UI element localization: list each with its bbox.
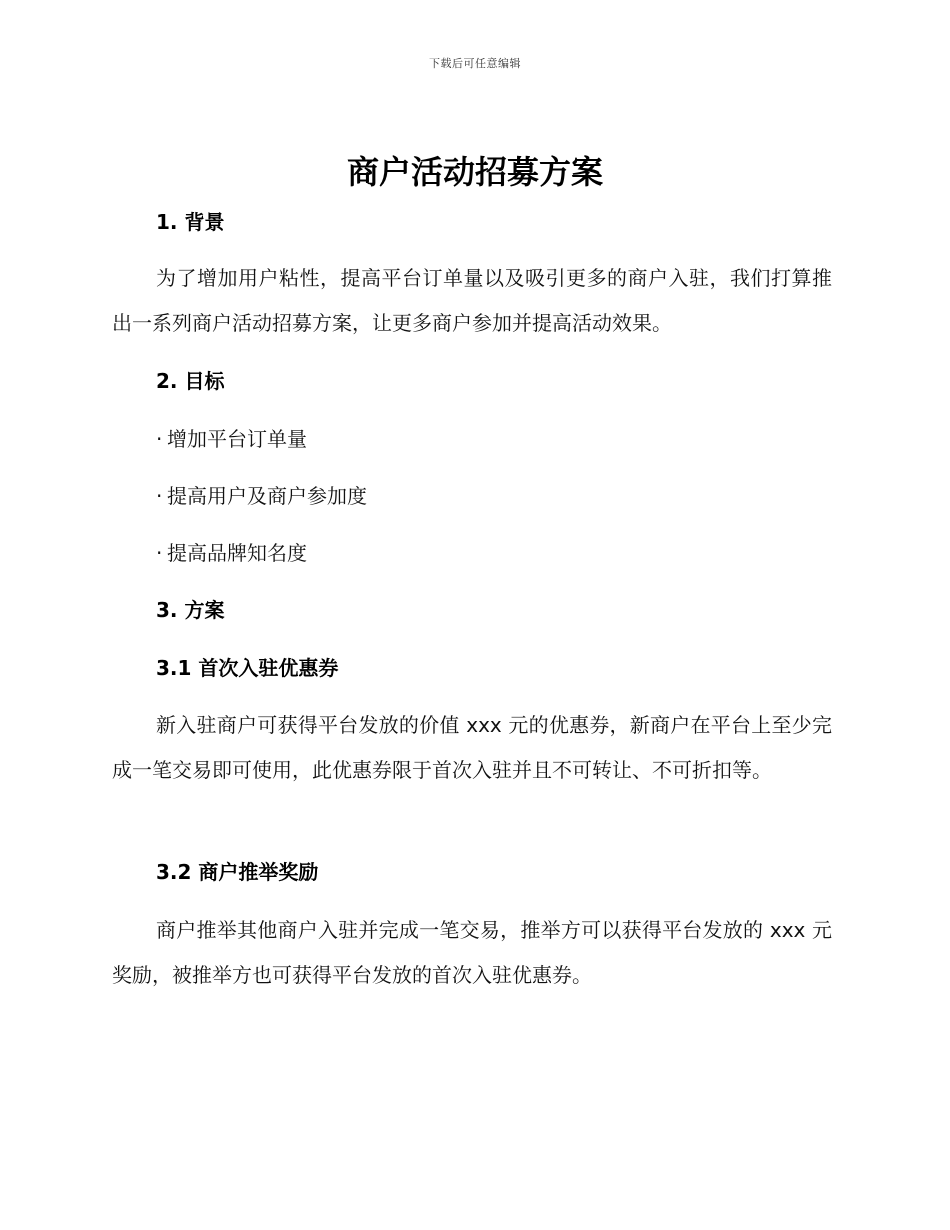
document-title: 商户活动招募方案 [346,153,603,191]
header-note: 下载后可任意编辑 [429,57,521,70]
subsection-paragraph-first-entry-coupon: 新入驻商户可获得平台发放的价值 xxx 元的优惠券，新商户在平台上至少完成一笔交易即可使用，此优惠券限于首次入驻并且不可转让、不可折扣等。 [112,713,832,782]
goal-item-label: 提高品牌知名度 [167,541,307,565]
goal-item-label: 提高用户及商户参加度 [167,484,367,508]
goal-list-item [112,481,876,511]
goal-list-item [112,538,876,568]
subsection-heading-first-entry-coupon: 3.1 首次入驻优惠券 [156,656,339,680]
subsection-heading-referral-reward: 3.2 商户推举奖励 [156,860,319,884]
bullet-marker: · [156,541,163,565]
goal-item-label: 增加平台订单量 [167,427,307,451]
section-heading-plan: 3. 方案 [156,598,225,622]
section-heading-goals: 2. 目标 [156,369,225,393]
subsection-paragraph-referral-reward: 商户推举其他商户入驻并完成一笔交易，推举方可以获得平台发放的 xxx 元奖励，被推举方也可获得平台发放的首次入驻优惠券。 [112,918,832,987]
bullet-marker: · [156,427,163,451]
goal-list-item [112,424,876,454]
section-paragraph-background: 为了增加用户粘性，提高平台订单量以及吸引更多的商户入驻，我们打算推出一系列商户活动招募方案，让更多商户参加并提高活动效果。 [112,266,832,335]
bullet-marker: · [156,484,163,508]
section-heading-background: 1. 背景 [156,210,225,234]
